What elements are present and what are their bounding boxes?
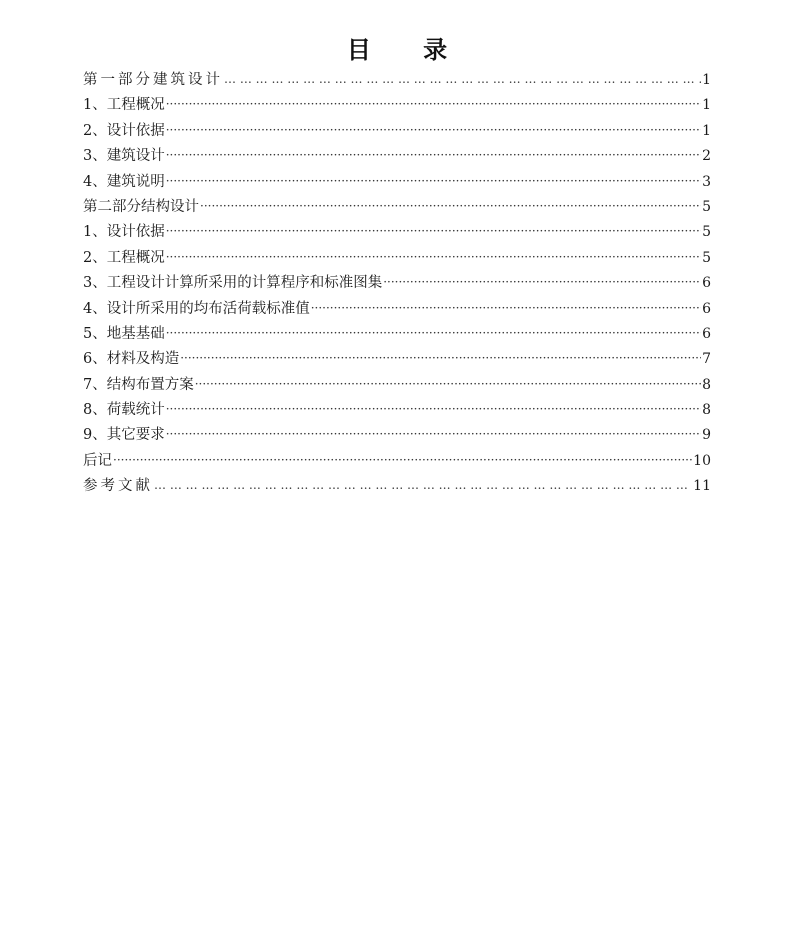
toc-entry-page: 6 bbox=[702, 300, 711, 317]
toc-entry-page: 1 bbox=[702, 122, 711, 139]
toc-dot-leader bbox=[383, 272, 701, 292]
toc-entry-page: 11 bbox=[693, 478, 711, 495]
toc-entry-label: 5、地基基础 bbox=[83, 325, 165, 342]
toc-dot-leader bbox=[166, 399, 701, 419]
toc-dot-leader bbox=[166, 247, 701, 267]
toc-entry-page: 6 bbox=[702, 325, 711, 342]
toc-entry-label: 参考文献 bbox=[83, 478, 153, 495]
toc-dot-leader bbox=[113, 450, 692, 470]
toc-dot-leader bbox=[180, 348, 701, 368]
toc-dot-leader bbox=[154, 475, 692, 495]
toc-entry[interactable] bbox=[83, 375, 711, 400]
toc-entry-label: 第二部分结构设计 bbox=[83, 198, 199, 215]
toc-entry[interactable] bbox=[83, 324, 711, 349]
toc-entry[interactable] bbox=[83, 400, 711, 425]
toc-entry-page: 3 bbox=[702, 173, 711, 190]
toc-dot-leader bbox=[311, 298, 701, 318]
toc-entry-page: 8 bbox=[702, 376, 711, 393]
page-title: 目 录 bbox=[346, 36, 470, 64]
toc-dot-leader bbox=[166, 221, 701, 241]
toc-dot-leader bbox=[166, 145, 701, 165]
toc-entry[interactable] bbox=[83, 95, 711, 120]
toc-entry-page: 8 bbox=[702, 402, 711, 419]
toc-dot-leader bbox=[224, 69, 701, 89]
toc-entry-page: 5 bbox=[702, 249, 711, 266]
toc-entry[interactable] bbox=[83, 425, 711, 450]
toc-entry-label: 4、设计所采用的均布活荷载标准值 bbox=[83, 300, 310, 317]
toc-entry[interactable] bbox=[83, 197, 711, 222]
toc-entry[interactable] bbox=[83, 299, 711, 324]
toc-entry-page: 10 bbox=[693, 452, 711, 469]
toc-entry-label: 2、设计依据 bbox=[83, 122, 165, 139]
toc-entry-label: 7、结构布置方案 bbox=[83, 376, 194, 393]
toc-entry-label: 9、其它要求 bbox=[83, 427, 165, 444]
toc-entry-label: 后记 bbox=[83, 452, 112, 469]
toc-entry-page: 1 bbox=[702, 97, 711, 114]
toc-dot-leader bbox=[166, 323, 701, 343]
toc-dot-leader bbox=[166, 424, 701, 444]
toc-dot-leader bbox=[200, 196, 701, 216]
toc-entry-page: 9 bbox=[702, 427, 711, 444]
toc-entry[interactable] bbox=[83, 70, 711, 95]
toc-entry-page: 5 bbox=[702, 198, 711, 215]
table-of-contents bbox=[83, 70, 711, 502]
toc-entry[interactable] bbox=[83, 476, 711, 501]
toc-entry[interactable] bbox=[83, 248, 711, 273]
toc-entry-label: 8、荷载统计 bbox=[83, 402, 165, 419]
toc-entry-label: 4、建筑说明 bbox=[83, 173, 165, 190]
toc-entry-label: 2、工程概况 bbox=[83, 249, 165, 266]
toc-entry-page: 1 bbox=[702, 72, 711, 88]
toc-entry-page: 6 bbox=[702, 275, 711, 292]
toc-entry[interactable] bbox=[83, 121, 711, 146]
toc-dot-leader bbox=[195, 374, 701, 394]
toc-entry-label: 3、建筑设计 bbox=[83, 148, 165, 165]
toc-dot-leader bbox=[166, 120, 701, 140]
toc-entry[interactable] bbox=[83, 146, 711, 171]
toc-entry[interactable] bbox=[83, 349, 711, 374]
toc-dot-leader bbox=[166, 94, 701, 114]
toc-entry-page: 7 bbox=[702, 351, 711, 368]
toc-entry-label: 第一部分建筑设计 bbox=[83, 72, 223, 88]
toc-entry-label: 1、工程概况 bbox=[83, 97, 165, 114]
toc-entry[interactable] bbox=[83, 451, 711, 476]
toc-entry[interactable] bbox=[83, 222, 711, 247]
toc-entry-label: 3、工程设计计算所采用的计算程序和标准图集 bbox=[83, 275, 383, 292]
toc-dot-leader bbox=[166, 171, 701, 191]
toc-entry[interactable] bbox=[83, 172, 711, 197]
toc-entry[interactable] bbox=[83, 273, 711, 298]
toc-entry-label: 1、设计依据 bbox=[83, 224, 165, 241]
toc-entry-page: 5 bbox=[702, 224, 711, 241]
toc-entry-label: 6、材料及构造 bbox=[83, 351, 180, 368]
toc-entry-page: 2 bbox=[702, 148, 711, 165]
